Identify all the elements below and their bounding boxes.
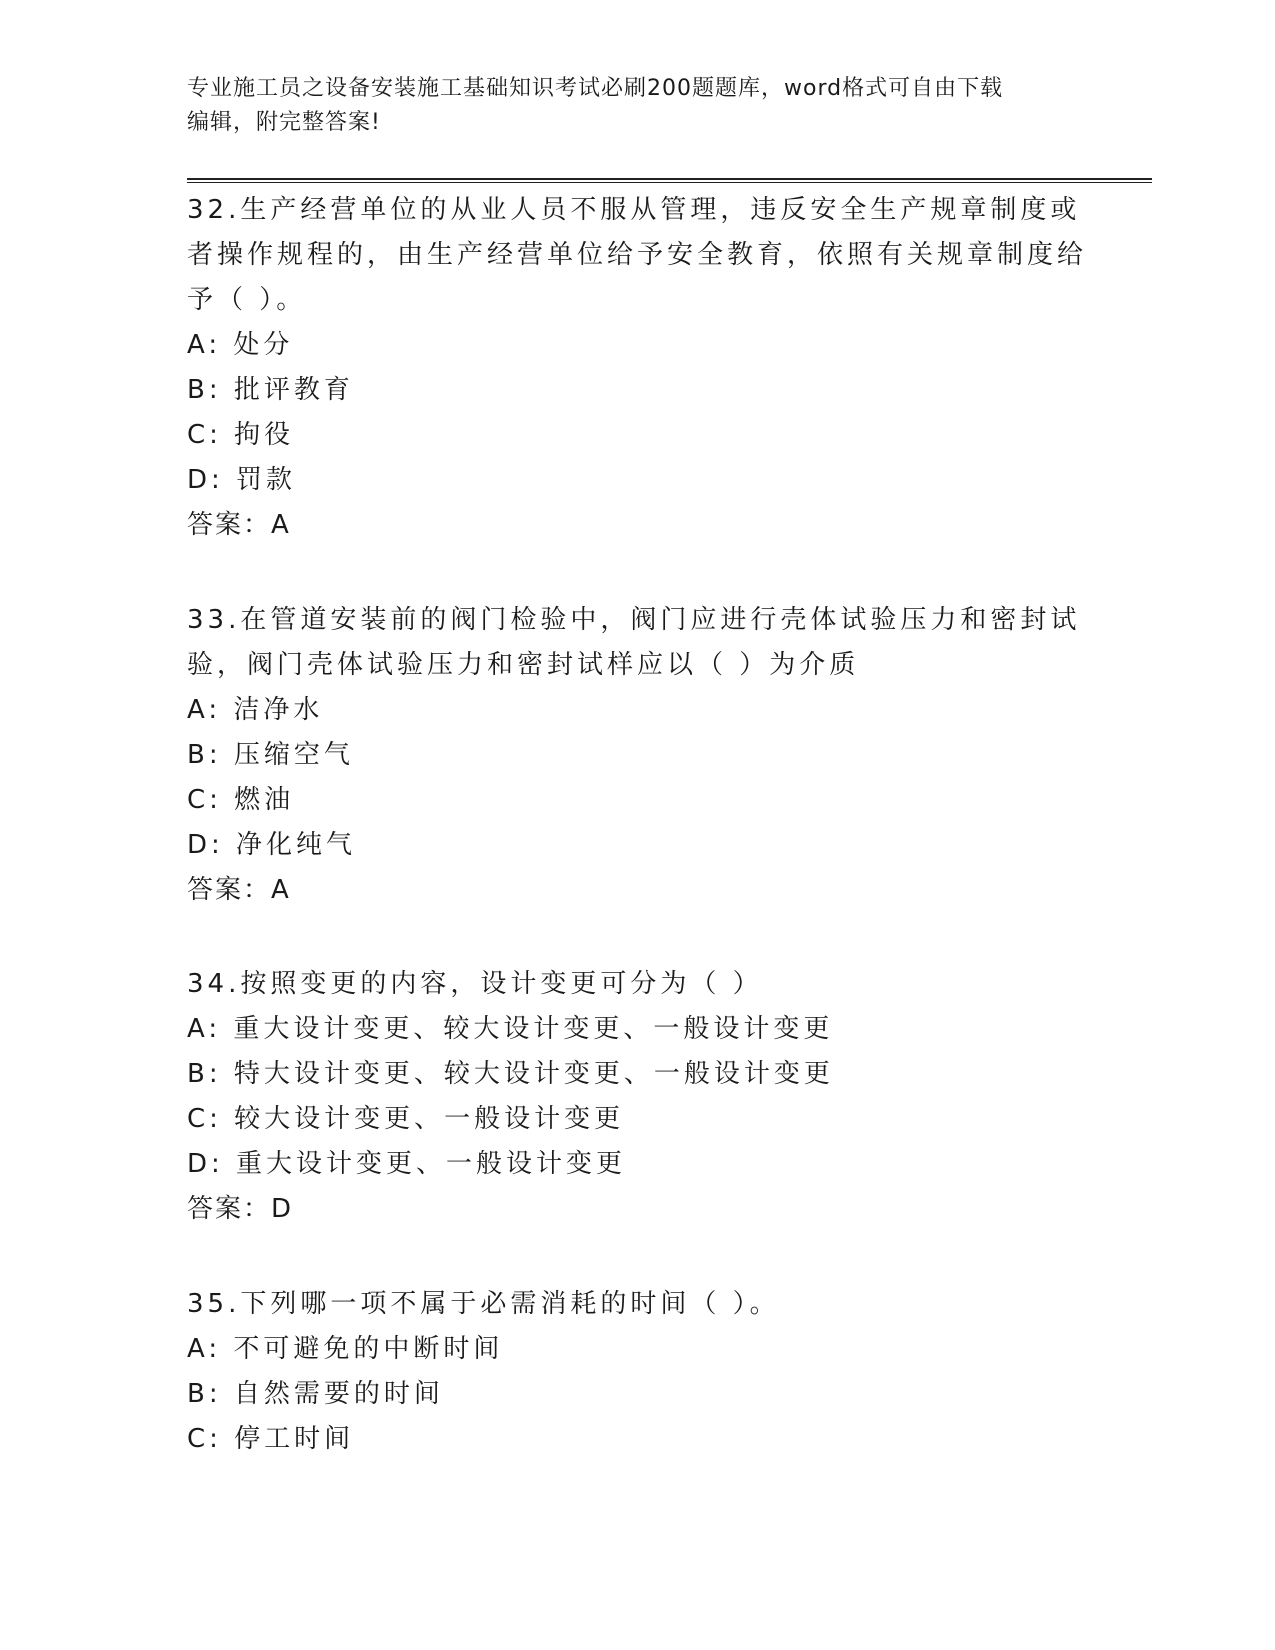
question-stem: 33.在管道安装前的阀门检验中，阀门应进行壳体试验压力和密封试验，阀门壳体试验压力和密封试样应以（ ）为介质 <box>187 605 1081 680</box>
option-b: B: 批评教育 <box>187 375 354 405</box>
question-stem: 34.按照变更的内容，设计变更可分为（ ） <box>187 969 763 999</box>
option-b: B: 自然需要的时间 <box>187 1379 444 1409</box>
option-a: A: 不可避免的中断时间 <box>187 1334 504 1364</box>
option-b: B: 压缩空气 <box>187 740 354 770</box>
header-line-1: 专业施工员之设备安装施工基础知识考试必刷200题题库，word格式可自由下载 <box>187 76 1004 101</box>
option-d: D: 重大设计变更、一般设计变更 <box>187 1149 627 1179</box>
question-34 <box>187 962 1087 1232</box>
option-c: C: 燃油 <box>187 785 295 815</box>
header-line-2: 编辑，附完整答案! <box>187 110 381 135</box>
option-b: B: 特大设计变更、较大设计变更、一般设计变更 <box>187 1059 834 1089</box>
option-c: C: 停工时间 <box>187 1424 355 1454</box>
option-a: A: 洁净水 <box>187 695 324 725</box>
answer: 答案：A <box>187 510 291 540</box>
option-a: A: 处分 <box>187 330 294 360</box>
question-35 <box>187 1282 1087 1462</box>
question-33 <box>187 598 1087 913</box>
header-divider <box>187 178 1152 183</box>
answer: 答案：D <box>187 1194 294 1224</box>
option-a: A: 重大设计变更、较大设计变更、一般设计变更 <box>187 1014 834 1044</box>
question-stem: 35.下列哪一项不属于必需消耗的时间（ ）。 <box>187 1289 780 1319</box>
question-32 <box>187 188 1087 548</box>
question-stem: 32.生产经营单位的从业人员不服从管理，违反安全生产规章制度或者操作规程的，由生产经营单位给予安全教育，依照有关规章制度给予（ ）。 <box>187 195 1088 315</box>
option-c: C: 较大设计变更、一般设计变更 <box>187 1104 625 1134</box>
option-d: D: 罚款 <box>187 465 297 495</box>
document-header <box>187 72 1067 140</box>
option-c: C: 拘役 <box>187 420 295 450</box>
answer: 答案：A <box>187 875 291 905</box>
option-d: D: 净化纯气 <box>187 830 357 860</box>
